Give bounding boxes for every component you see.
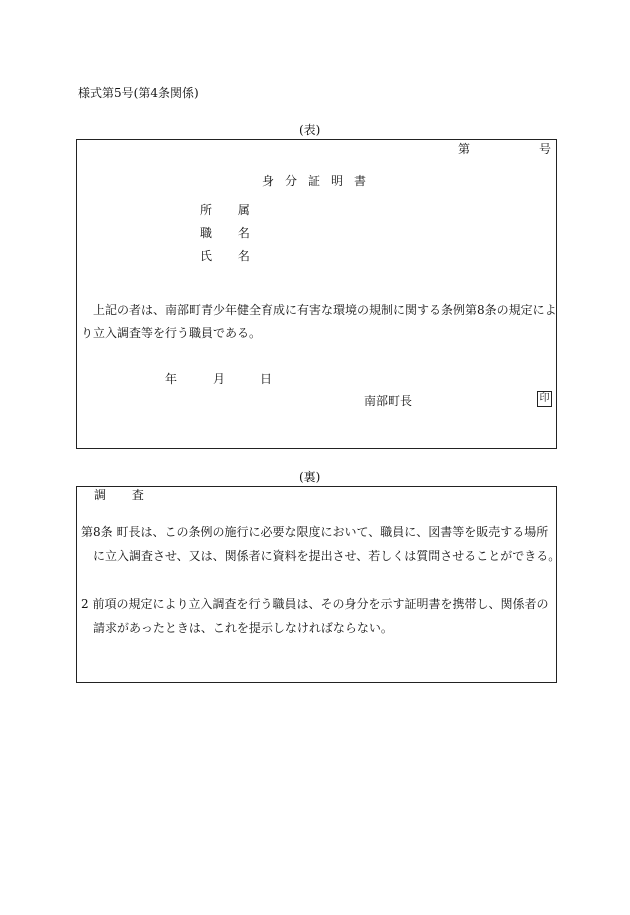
article8-line-2: に立入調査させ、又は、関係者に資料を提出させ、若しくは質問させることができる。 — [93, 549, 561, 563]
certificate-title: 身分証明書 — [262, 174, 378, 188]
number-prefix: 第 — [458, 142, 471, 156]
field-name: 氏 名 — [200, 249, 261, 263]
field-affiliation: 所 属 — [200, 203, 261, 217]
issuer-name: 南部町長 — [364, 394, 413, 408]
number-suffix: 号 — [539, 142, 552, 156]
clause2-line-1: 2 前項の規定により立入調査を行う職員は、その身分を示す証明書を携帯し、関係者の — [81, 597, 549, 611]
back-side-label: (裏) — [299, 470, 321, 484]
date-year: 年 — [165, 372, 178, 386]
back-heading: 調 査 — [94, 488, 155, 502]
clause2-line-2: 請求があったときは、これを提示しなければならない。 — [93, 621, 393, 635]
seal-stamp: 印 — [537, 391, 552, 407]
form-number: 様式第5号(第4条関係) — [78, 86, 199, 100]
article8-line-1: 第8条 町長は、この条例の施行に必要な限度において、職員に、図書等を販売する場所 — [81, 525, 549, 539]
statement-line-2: り立入調査等を行う職員である。 — [81, 326, 262, 340]
date-day: 日 — [260, 372, 273, 386]
date-month: 月 — [213, 372, 226, 386]
front-side-label: (表) — [299, 123, 321, 137]
back-card — [76, 486, 557, 683]
field-position: 職 名 — [200, 226, 261, 240]
statement-line-1: 上記の者は、南部町青少年健全育成に有害な環境の規制に関する条例第8条の規定によ — [93, 303, 557, 317]
